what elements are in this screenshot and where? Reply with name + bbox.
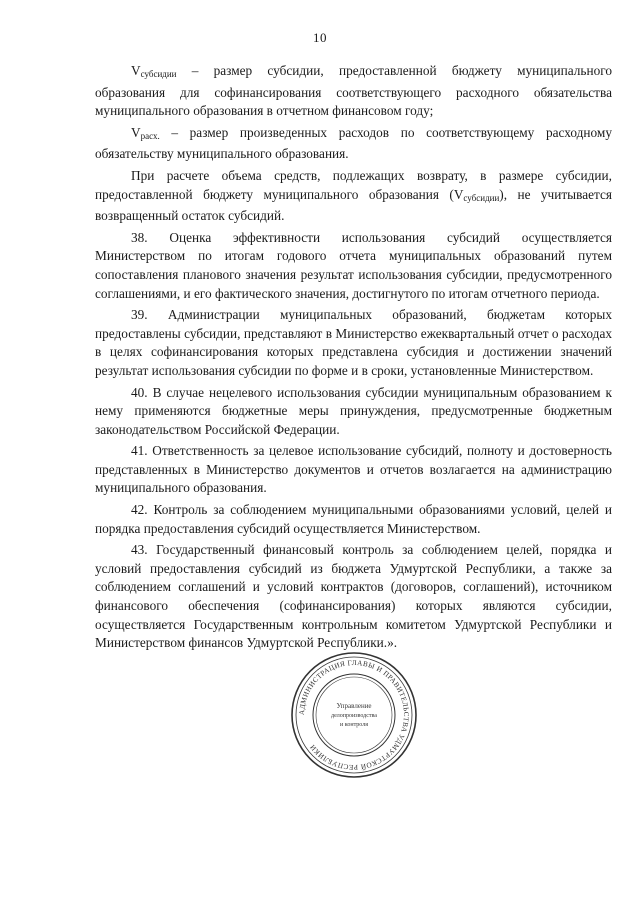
paragraph-refund-calculation bbox=[95, 167, 612, 226]
paragraph-39: 39. Администрации муниципальных образований, бюджетам которых предоставлены субсидии, представляют в Министерство ежеквартальный отчет о расходах в целях софинансирования которых представлена субсидия и достижении значений результат использования субсидии по форме и в сроки, установленные Министерством. bbox=[95, 307, 612, 378]
official-stamp bbox=[289, 650, 419, 780]
paragraph-40: 40. В случае нецелевого использования субсидии муниципальным образованием к нему применяются бюджетные меры принуждения, предусмотренные бюджетным законодательством Российской Федерации. bbox=[95, 384, 612, 437]
stamp-center-line-1: Управление bbox=[336, 702, 372, 710]
subscript-expenses: расх. bbox=[140, 130, 160, 141]
stamp-ring-text: АДМИНИСТРАЦИЯ ГЛАВЫ И ПРАВИТЕЛЬСТВА УДМУРТСКОЙ РЕСПУБЛИКИ bbox=[297, 658, 411, 772]
page-number: 10 bbox=[313, 30, 327, 45]
symbol-v: V bbox=[131, 63, 141, 78]
paragraph-text-after: ), не учитывается возвращенный остаток субсидий. bbox=[95, 186, 613, 224]
paragraph-41: 41. Ответственность за целевое использование субсидий, полноту и достоверность представленных в Министерство документов и отчетов возлагается на администрацию муниципального образования. bbox=[95, 443, 612, 496]
paragraph-43: 43. Государственный финансовый контроль за соблюдением целей, порядка и условий предоставления субсидий из бюджета Удмуртской Республики, а также за соблюдением соглашений и условий контрактов (договоров, соглашений), источником финансового обеспечения (софинансирования) которых являются субсидии, осуществляется Государственным контрольным комитетом Удмуртской Республики и Министерством финансов Удмуртской Республики.». bbox=[95, 542, 612, 651]
subscript-subsidy: субсидии bbox=[140, 69, 177, 79]
subscript-subsidy: субсидии bbox=[463, 192, 500, 203]
stamp-center-line-2: делопроизводства bbox=[331, 713, 377, 719]
paragraph-v-expenses bbox=[95, 124, 612, 164]
paragraph-38: 38. Оценка эффективности использования субсидий осуществляется Министерством по итогам годового отчета муниципальных образований путем сопоставления планового значения результат использования субсидии, предусмотренного соглашениями, и его фактического значения, достигнутого по итогам отчетного периода. bbox=[95, 229, 612, 301]
paragraph-text: – размер произведенных расходов по соответствующему расходному обязательству муниципального образования. bbox=[95, 124, 612, 162]
stamp-seal-icon bbox=[289, 650, 419, 780]
paragraph-text-before: При расчете объема средств, подлежащих возврату, в размере субсидии, предоставленной бюджету муниципального образования (V bbox=[95, 167, 612, 202]
document-body bbox=[95, 62, 612, 656]
stamp-center-line-3: и контроля bbox=[340, 722, 368, 728]
paragraph-v-subsidy bbox=[95, 62, 612, 121]
paragraph-text: – размер субсидии, предоставленной бюджету муниципального образования для софинансирования соответствующего расходного обязательства муниципального образования в отчетном финансовом году; bbox=[95, 63, 612, 119]
paragraph-42: 42. Контроль за соблюдением муниципальными образованиями условий, целей и порядка предоставления субсидий осуществляется Министерством. bbox=[95, 502, 612, 536]
symbol-v: V bbox=[131, 124, 141, 140]
